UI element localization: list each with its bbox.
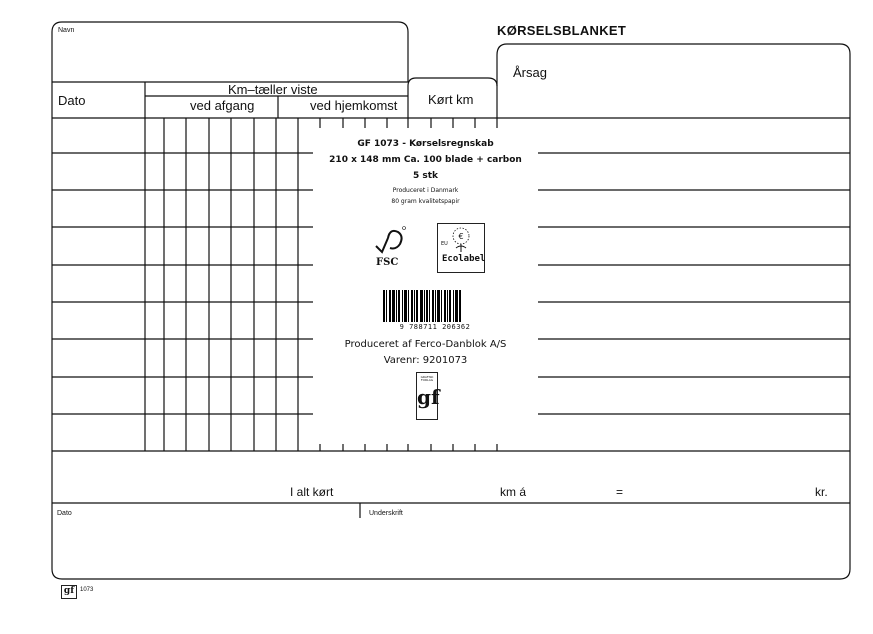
product-quantity: 5 stk <box>412 171 439 181</box>
producer-text: Produceret af Ferco-Danblok A/S <box>344 339 507 350</box>
name-label: Navn <box>58 27 75 34</box>
date-column-header: Dato <box>58 93 86 108</box>
fsc-logo-icon: FSC <box>368 224 408 272</box>
total-driven-label: I alt kørt <box>290 485 334 499</box>
footer-date-label: Dato <box>57 510 72 517</box>
ecolabel-icon: € EU Ecolabel <box>437 223 485 273</box>
product-label <box>313 128 538 444</box>
currency-label: kr. <box>815 485 828 499</box>
return-header: ved hjemkomst <box>310 98 398 113</box>
km-rate-label: km á <box>500 485 527 499</box>
form-title: KØRSELSBLANKET <box>497 23 627 38</box>
barcode <box>383 288 483 322</box>
gf-small-logo: gf <box>61 585 77 599</box>
gf-logo-icon: GRAFISK FORLAG gf <box>416 372 438 420</box>
departure-header: ved afgang <box>190 98 255 113</box>
paper-quality: 80 gram kvalitetspapir <box>391 198 460 205</box>
barcode-number: 9 788711 206362 <box>399 323 471 331</box>
reason-label: Årsag <box>513 65 547 80</box>
driven-km-header: Kørt km <box>428 92 474 107</box>
made-in-denmark: Produceret i Danmark <box>392 187 459 194</box>
form-number: 1073 <box>80 587 94 593</box>
equals-sign: = <box>616 485 624 499</box>
product-title: GF 1073 - Kørselsregnskab <box>357 139 494 149</box>
item-number: Varenr: 9201073 <box>383 355 468 366</box>
product-size: 210 x 148 mm Ca. 100 blade + carbon <box>329 155 522 165</box>
odometer-header: Km–tæller viste <box>228 82 318 97</box>
svg-text:€: € <box>458 232 464 241</box>
signature-label: Underskrift <box>369 510 403 517</box>
